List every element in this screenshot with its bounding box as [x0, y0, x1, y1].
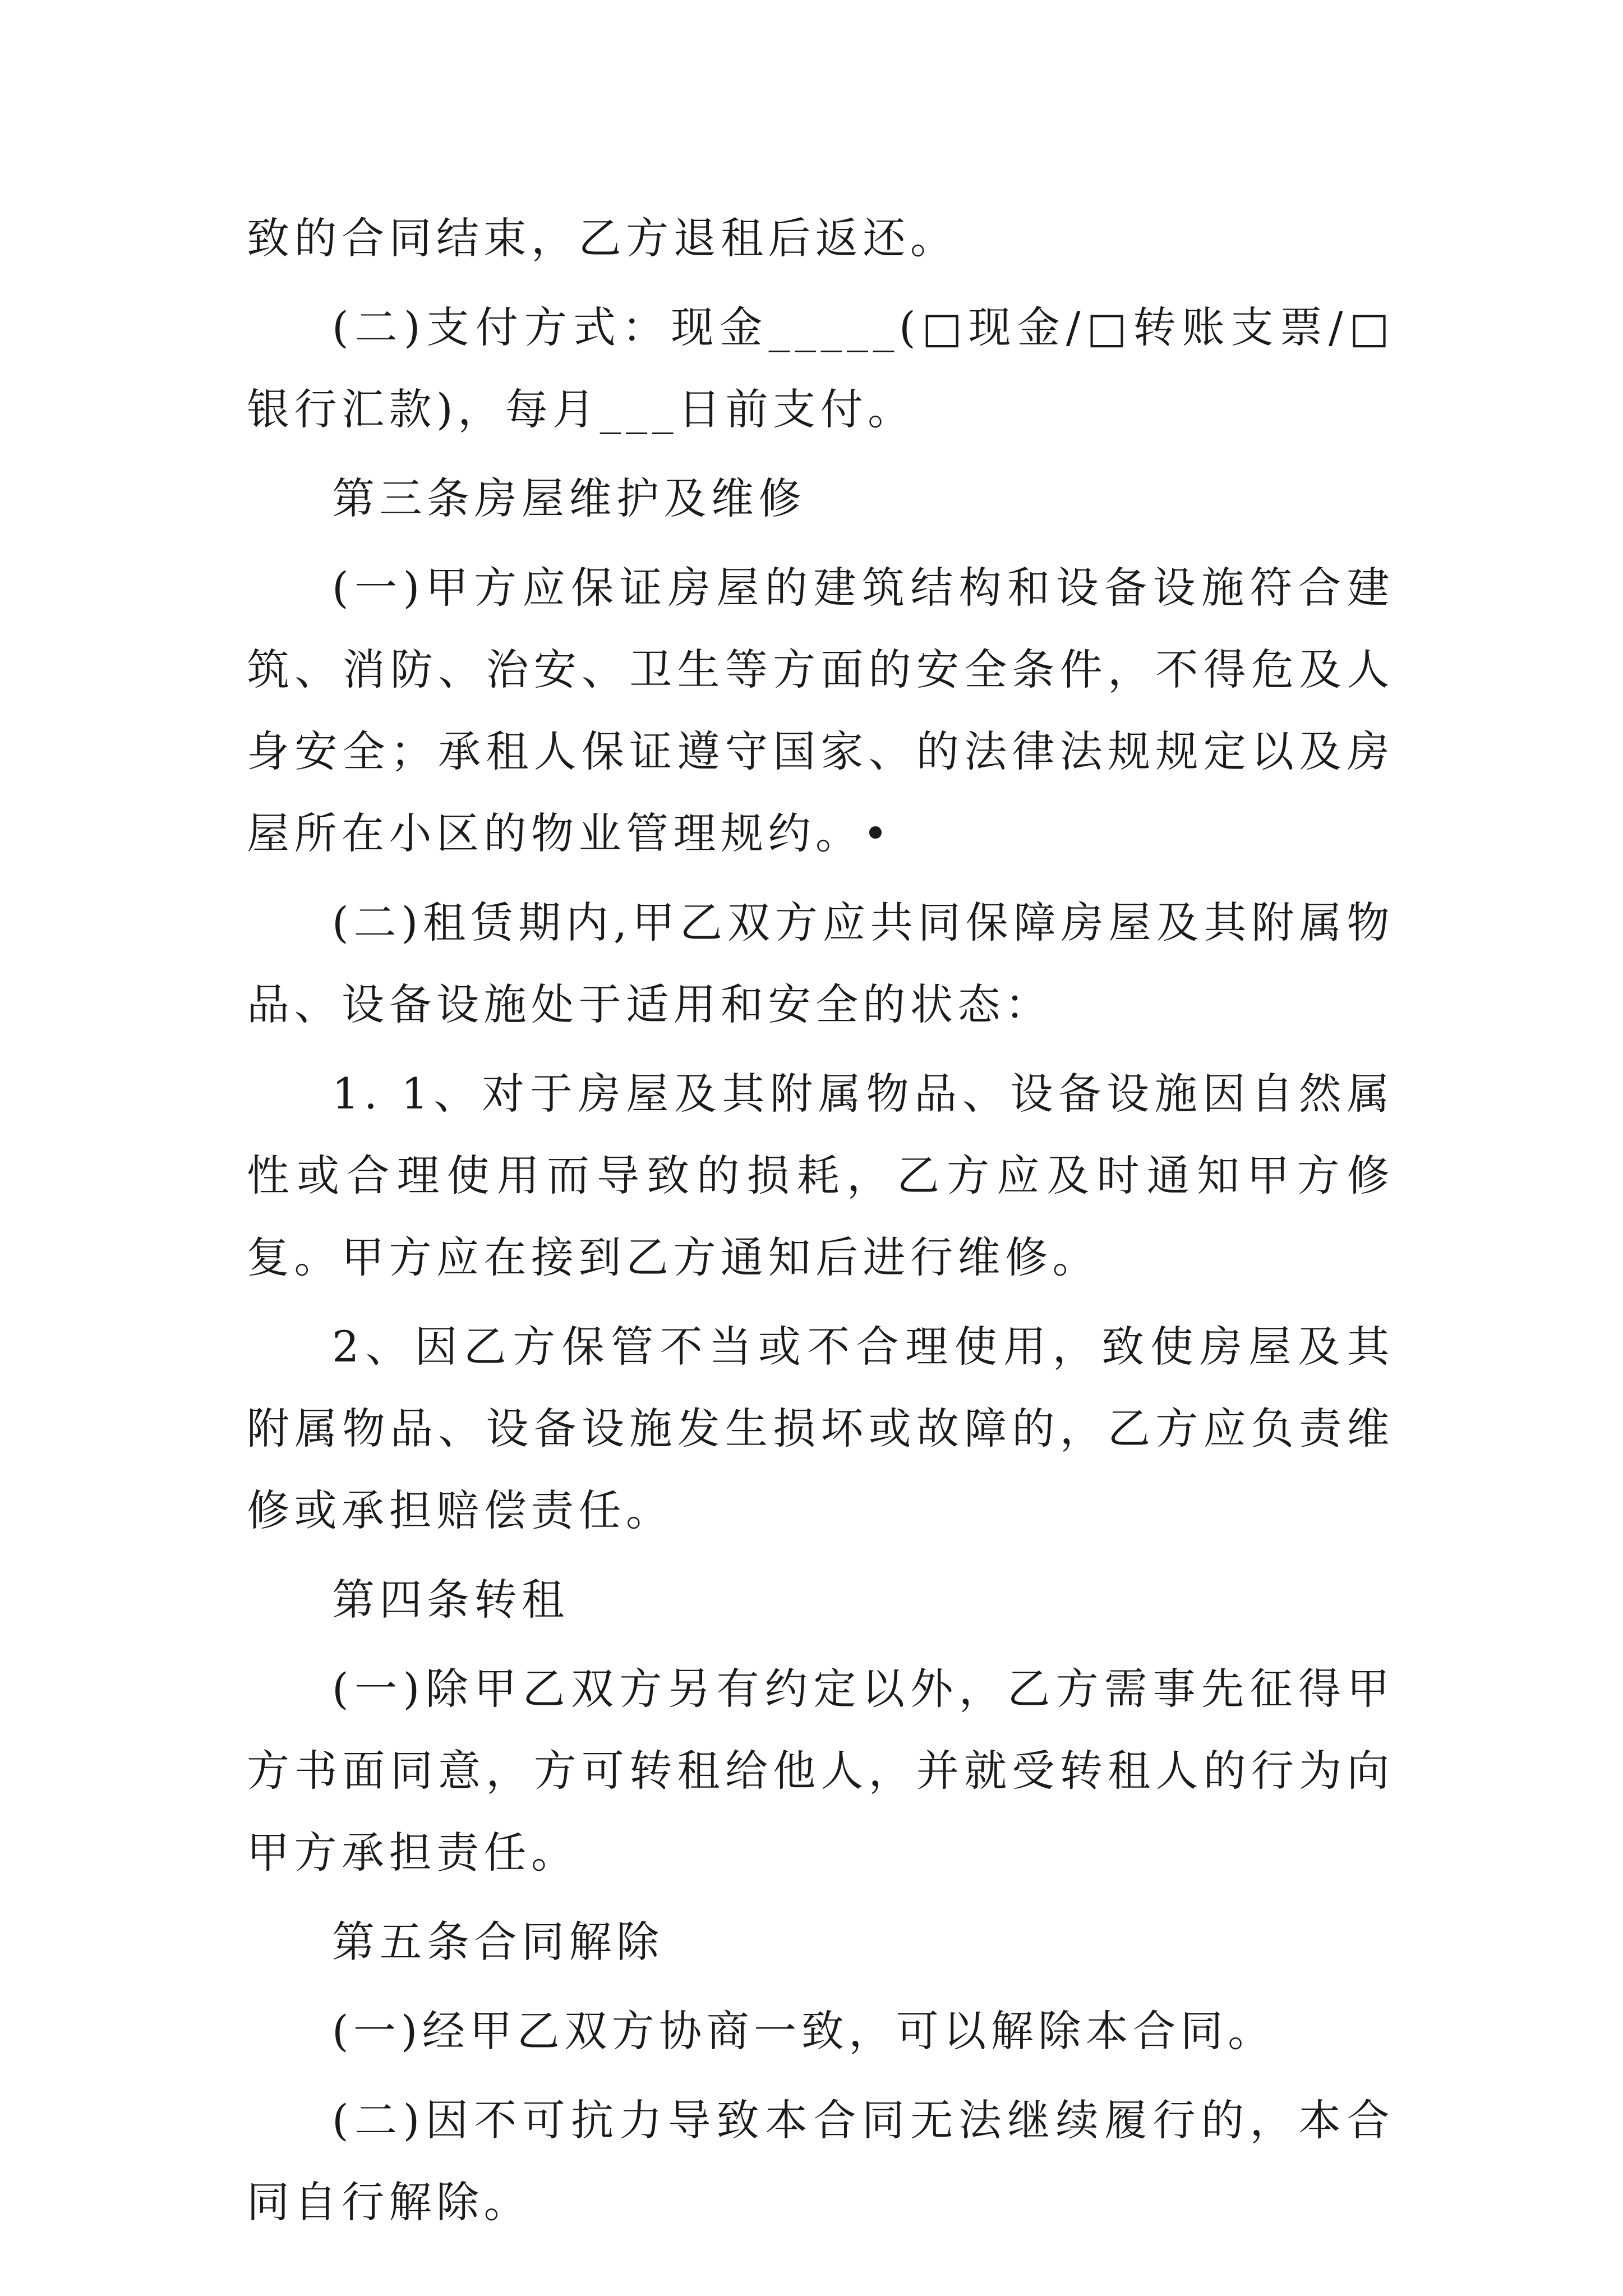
paragraph-payment-method: (二)支付方式：现金_____(□现金/□转账支票/□银行汇款)，每月___日前支付。 [247, 302, 1394, 434]
paragraph-article-5-clause-1: (一)经甲乙双方协商一致，可以解除本合同。 [332, 2006, 1275, 2056]
paragraph-article-3-item-2: 2、因乙方保管不当或不合理使用，致使房屋及其附属物品、设备设施发生损坏或故障的，乙方应负责维修或承担赔偿责任。 [247, 1322, 1394, 1535]
paragraph-article-3-clause-2: (二)租赁期内,甲乙双方应共同保障房屋及其附属物品、设备设施处于适用和安全的状态： [247, 898, 1394, 1029]
heading-article-4: 第四条转租 [332, 1575, 569, 1625]
paragraph-article-3-clause-1: (一)甲方应保证房屋的建筑结构和设备设施符合建筑、消防、治安、卫生等方面的安全条件，不得危及人身安全；承租人保证遵守国家、的法律法规规定以及房屋所在小区的物业管理规约。• [247, 563, 1394, 858]
paragraph-article-5-clause-2: (二)因不可抗力导致本合同无法继续履行的，本合同自行解除。 [247, 2095, 1394, 2227]
paragraph-article-3-item-1: 1. 1、对于房屋及其附属物品、设备设施因自然属性或合理使用而导致的损耗，乙方应及时通知甲方修复。甲方应在接到乙方通知后进行维修。 [247, 1069, 1394, 1282]
heading-article-3: 第三条房屋维护及维修 [332, 473, 806, 523]
document-body [247, 197, 1394, 2251]
paragraph-article-4-clause-1: (一)除甲乙双方另有约定以外，乙方需事先征得甲方书面同意，方可转租给他人，并就受转租人的行为向甲方承担责任。 [247, 1664, 1394, 1878]
heading-article-5: 第五条合同解除 [332, 1917, 664, 1967]
paragraph-deposit-return: 致的合同结束，乙方退租后返还。 [247, 213, 958, 263]
